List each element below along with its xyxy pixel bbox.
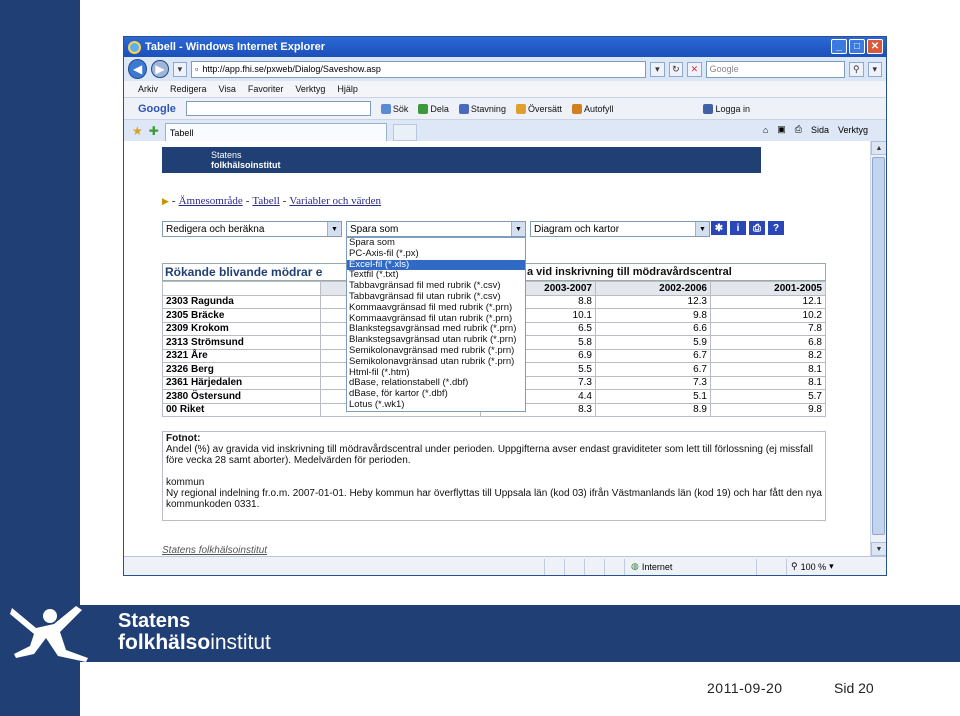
cell: 12.1 xyxy=(711,295,826,309)
google-share-label: Dela xyxy=(430,103,449,114)
pivot-icon[interactable]: ✱ xyxy=(711,221,727,235)
slide-logo-line2: folkhälsoinstitut xyxy=(118,631,271,654)
cell: 10.1 xyxy=(481,309,596,323)
row-name: 2303 Ragunda xyxy=(163,295,321,309)
search-options-icon[interactable]: ▾ xyxy=(868,62,882,77)
wrench-icon xyxy=(703,104,713,114)
print-icon[interactable]: ⎙ xyxy=(749,221,765,235)
vertical-scrollbar[interactable] xyxy=(870,141,886,556)
cell: 5.1 xyxy=(596,390,711,404)
info-icon[interactable]: i xyxy=(730,221,746,235)
header-col: 2003-2007 xyxy=(481,282,596,296)
table-title-left: Rökande blivande mödrar e xyxy=(165,265,323,279)
google-spellcheck-button[interactable] xyxy=(459,104,506,114)
breadcrumb-sep: - xyxy=(171,195,176,207)
cell: 8.1 xyxy=(711,363,826,377)
chevron-down-icon[interactable]: ▼ xyxy=(327,222,341,236)
cell: 9.8 xyxy=(596,309,711,323)
search-placeholder: Google xyxy=(709,64,739,74)
cell: 6.6 xyxy=(596,322,711,336)
slide-date: 2011-09-20 xyxy=(707,680,783,696)
row-name: 2361 Härjedalen xyxy=(163,376,321,390)
chevron-down-icon: ▾ xyxy=(829,561,834,571)
header-col: 2001-2005 xyxy=(711,282,826,296)
menu-arkiv[interactable]: Arkiv xyxy=(138,84,158,94)
add-favorites-icon[interactable]: ✚ xyxy=(148,123,159,138)
footnote-kommun: kommun xyxy=(166,477,205,488)
cell: 9.8 xyxy=(711,403,826,417)
google-login-label: Logga in xyxy=(715,103,751,114)
cell: 4.4 xyxy=(481,390,596,404)
breadcrumb xyxy=(162,195,381,207)
save-as-select[interactable] xyxy=(346,221,526,237)
google-spellcheck-label: Stavning xyxy=(470,103,506,114)
save-option[interactable]: PC-Axis-fil (*.px) xyxy=(349,247,419,259)
save-option[interactable]: Html-fil (*.htm) xyxy=(349,366,410,378)
google-search-button[interactable] xyxy=(381,104,409,114)
google-logo: Google xyxy=(138,102,176,115)
url-dropdown-icon[interactable]: ▾ xyxy=(650,62,664,77)
page-icon: ▫ xyxy=(195,64,199,74)
print-icon[interactable]: ⎙ xyxy=(794,124,802,134)
cell: 5.7 xyxy=(711,390,826,404)
autofill-icon xyxy=(572,104,582,114)
scroll-up-icon[interactable]: ▲ xyxy=(871,141,887,155)
tools-menu[interactable]: Verktyg xyxy=(837,124,868,135)
footnote-kommun-text: Ny regional indelning fr.o.m. 2007-01-01. Heby kommun har överflyttas till Uppsala län (kod 03) ifrån Västmanlands län (kod 19) och har fått den nya kommunkoden 0331. xyxy=(166,488,822,510)
save-option[interactable]: Tabbavgränsad fil utan rubrik (*.csv) xyxy=(349,290,501,302)
google-autofill-label: Autofyll xyxy=(583,103,614,114)
back-button[interactable]: ◀ xyxy=(128,59,147,79)
cell: 6.5 xyxy=(481,322,596,336)
google-search-label: Sök xyxy=(392,103,409,114)
google-search-input[interactable] xyxy=(186,101,371,116)
cell: 6.7 xyxy=(596,363,711,377)
cell: 6.9 xyxy=(481,349,596,363)
copyright-link[interactable]: Statens folkhälsoinstitut xyxy=(162,545,268,556)
breadcrumb-sep: - xyxy=(245,195,250,207)
menu-verktyg[interactable]: Verktyg xyxy=(295,84,326,94)
save-option[interactable]: Spara som xyxy=(349,237,395,248)
command-bar xyxy=(763,124,868,135)
save-option[interactable]: Tabbavgränsad fil med rubrik (*.csv) xyxy=(349,280,501,292)
status-seg xyxy=(756,559,786,575)
page-menu[interactable]: Sida xyxy=(810,124,829,135)
history-dropdown-icon[interactable]: ▾ xyxy=(173,62,187,77)
row-name: 2309 Krokom xyxy=(163,322,321,336)
cell: 7.3 xyxy=(596,376,711,390)
menu-redigera[interactable]: Redigera xyxy=(170,84,207,94)
save-option[interactable]: Blankstegsavgränsad utan rubrik (*.prn) xyxy=(349,334,517,346)
help-icon[interactable]: ? xyxy=(768,221,784,235)
cell: 8.2 xyxy=(711,349,826,363)
fhi-runner-logo-icon xyxy=(6,602,94,664)
status-seg xyxy=(584,559,604,575)
cell: 7.8 xyxy=(711,322,826,336)
refresh-icon[interactable]: ↻ xyxy=(669,62,683,77)
save-as-value: Spara som xyxy=(350,223,399,235)
edit-calculate-select[interactable] xyxy=(162,221,342,237)
breadcrumb-arrow-icon: ▶ xyxy=(162,195,169,206)
window-title: Tabell - Windows Internet Explorer xyxy=(145,41,325,53)
tab-bar xyxy=(124,119,886,141)
globe-icon: ◍ xyxy=(631,561,639,571)
cell: 8.3 xyxy=(481,403,596,417)
browser-window xyxy=(123,36,887,576)
new-tab-button[interactable] xyxy=(393,124,417,141)
page-content xyxy=(124,141,870,556)
save-option[interactable]: Blankstegsavgränsad med rubrik (*.prn) xyxy=(349,323,517,335)
header-blank xyxy=(163,282,321,296)
slide-page-number: Sid 20 xyxy=(834,680,874,696)
google-translate-button[interactable] xyxy=(516,104,562,114)
diagram-maps-select[interactable] xyxy=(530,221,710,237)
diagram-maps-value: Diagram och kartor xyxy=(534,223,620,235)
row-name: 00 Riket xyxy=(163,403,321,417)
status-bar xyxy=(124,556,887,576)
forward-button[interactable]: ▶ xyxy=(151,60,168,78)
google-share-button[interactable] xyxy=(418,104,449,114)
fhi-banner-line2: folkhälsoinstitut xyxy=(211,160,281,170)
zoom-label: 100 % xyxy=(800,561,827,572)
spellcheck-icon xyxy=(459,104,469,114)
ie-logo-icon xyxy=(128,41,141,54)
menu-hjalp[interactable]: Hjälp xyxy=(337,84,358,94)
menu-favoriter[interactable]: Favoriter xyxy=(247,84,284,94)
share-icon xyxy=(418,104,428,114)
save-option[interactable]: Textfil (*.txt) xyxy=(349,269,399,281)
chevron-down-icon[interactable]: ▼ xyxy=(511,222,525,236)
save-option-selected[interactable]: Excel-fil (*.xls) xyxy=(347,260,525,271)
translate-icon xyxy=(516,104,526,114)
search-input[interactable] xyxy=(706,61,845,78)
zoom-button[interactable] xyxy=(786,559,846,575)
cell: 6.8 xyxy=(711,336,826,350)
close-button[interactable]: ✕ xyxy=(867,39,883,54)
cell: 8.1 xyxy=(711,376,826,390)
favorites-star-icon[interactable]: ★ xyxy=(132,123,143,138)
row-name: 2313 Strömsund xyxy=(163,336,321,350)
url-input[interactable] xyxy=(191,61,646,78)
fhi-banner xyxy=(162,147,761,173)
status-seg xyxy=(564,559,584,575)
fhi-banner-line1: Statens xyxy=(211,150,242,160)
zone-label: Internet xyxy=(641,561,673,572)
google-autofill-button[interactable] xyxy=(572,104,614,114)
save-option[interactable]: Lotus (*.wk1) xyxy=(349,398,405,410)
window-controls xyxy=(831,39,883,54)
cell: 8.8 xyxy=(481,295,596,309)
save-option[interactable]: dBase, relationstabell (*.dbf) xyxy=(349,377,469,389)
breadcrumb-amnesomrade[interactable]: Ämnesområde xyxy=(178,195,243,207)
table-action-icons xyxy=(711,221,784,235)
google-translate-label: Översätt xyxy=(527,103,562,114)
breadcrumb-variabler[interactable]: Variabler och värden xyxy=(289,195,382,207)
scroll-thumb[interactable] xyxy=(872,157,885,535)
cell: 6.7 xyxy=(596,349,711,363)
zone-indicator xyxy=(624,559,756,575)
save-as-options-list xyxy=(346,237,526,412)
status-seg xyxy=(544,559,564,575)
url-text: http://app.fhi.se/pxweb/Dialog/Saveshow.asp xyxy=(202,64,381,74)
feeds-icon[interactable]: ▣ xyxy=(777,124,786,134)
cell: 10.2 xyxy=(711,309,826,323)
menu-bar xyxy=(124,81,886,97)
save-option[interactable]: Kommaavgränsad fil med rubrik (*.prn) xyxy=(349,301,513,313)
cell: 12.3 xyxy=(596,295,711,309)
spacer xyxy=(166,466,822,477)
stop-icon[interactable]: ✕ xyxy=(687,62,701,77)
scroll-down-icon[interactable]: ▼ xyxy=(871,542,887,556)
save-option[interactable]: Semikolonavgränsad med rubrik (*.prn) xyxy=(349,344,515,356)
cell: 5.9 xyxy=(596,336,711,350)
cell: 8.9 xyxy=(596,403,711,417)
breadcrumb-sep: - xyxy=(282,195,287,207)
cell: 5.5 xyxy=(481,363,596,377)
footnote xyxy=(162,431,826,521)
header-col: 2002-2006 xyxy=(596,282,711,296)
footnote-text: Andel (%) av gravida vid inskrivning till mödravårdscentral under perioden. Uppgifterna avser endast graviditeter som lett till förlossning (ej missfall före vecka 28 samt aborter). Medelvärden för perioden. xyxy=(166,444,813,466)
table-title-right: a vid inskrivning till mödravårdscentral xyxy=(527,266,732,278)
row-name: 2321 Åre xyxy=(163,349,321,363)
minimize-button[interactable]: _ xyxy=(831,39,847,54)
footnote-heading: Fotnot: xyxy=(166,433,201,444)
cell: 7.3 xyxy=(481,376,596,390)
slide-logo-line1: Statens xyxy=(118,610,191,632)
search-icon xyxy=(381,104,391,114)
fhi-banner-text xyxy=(211,150,281,170)
google-login-button[interactable] xyxy=(703,104,750,114)
breadcrumb-tabell[interactable]: Tabell xyxy=(252,195,280,207)
google-toolbar xyxy=(124,97,886,119)
tab-label: Tabell xyxy=(169,127,194,138)
cell: 5.8 xyxy=(481,336,596,350)
tab-tabell[interactable] xyxy=(165,123,387,142)
row-name: 2305 Bräcke xyxy=(163,309,321,323)
save-option[interactable]: dBase, för kartor (*.dbf) xyxy=(349,388,448,400)
chevron-down-icon[interactable]: ▼ xyxy=(695,222,709,236)
status-seg xyxy=(604,559,624,575)
maximize-button[interactable]: □ xyxy=(849,39,865,54)
row-name: 2380 Östersund xyxy=(163,390,321,404)
save-option[interactable]: Kommaavgränsad fil utan rubrik (*.prn) xyxy=(349,312,513,324)
row-name: 2326 Berg xyxy=(163,363,321,377)
search-icon[interactable]: ⚲ xyxy=(849,62,863,77)
edit-calculate-value: Redigera och beräkna xyxy=(166,223,265,235)
save-option[interactable]: Semikolonavgränsad utan rubrik (*.prn) xyxy=(349,355,515,367)
menu-visa[interactable]: Visa xyxy=(218,84,236,94)
zoom-icon: ⚲ xyxy=(791,561,798,571)
window-titlebar xyxy=(124,37,886,57)
address-bar xyxy=(124,57,886,81)
slide-logo-text xyxy=(118,610,271,654)
home-icon[interactable]: ⌂ xyxy=(762,124,769,135)
